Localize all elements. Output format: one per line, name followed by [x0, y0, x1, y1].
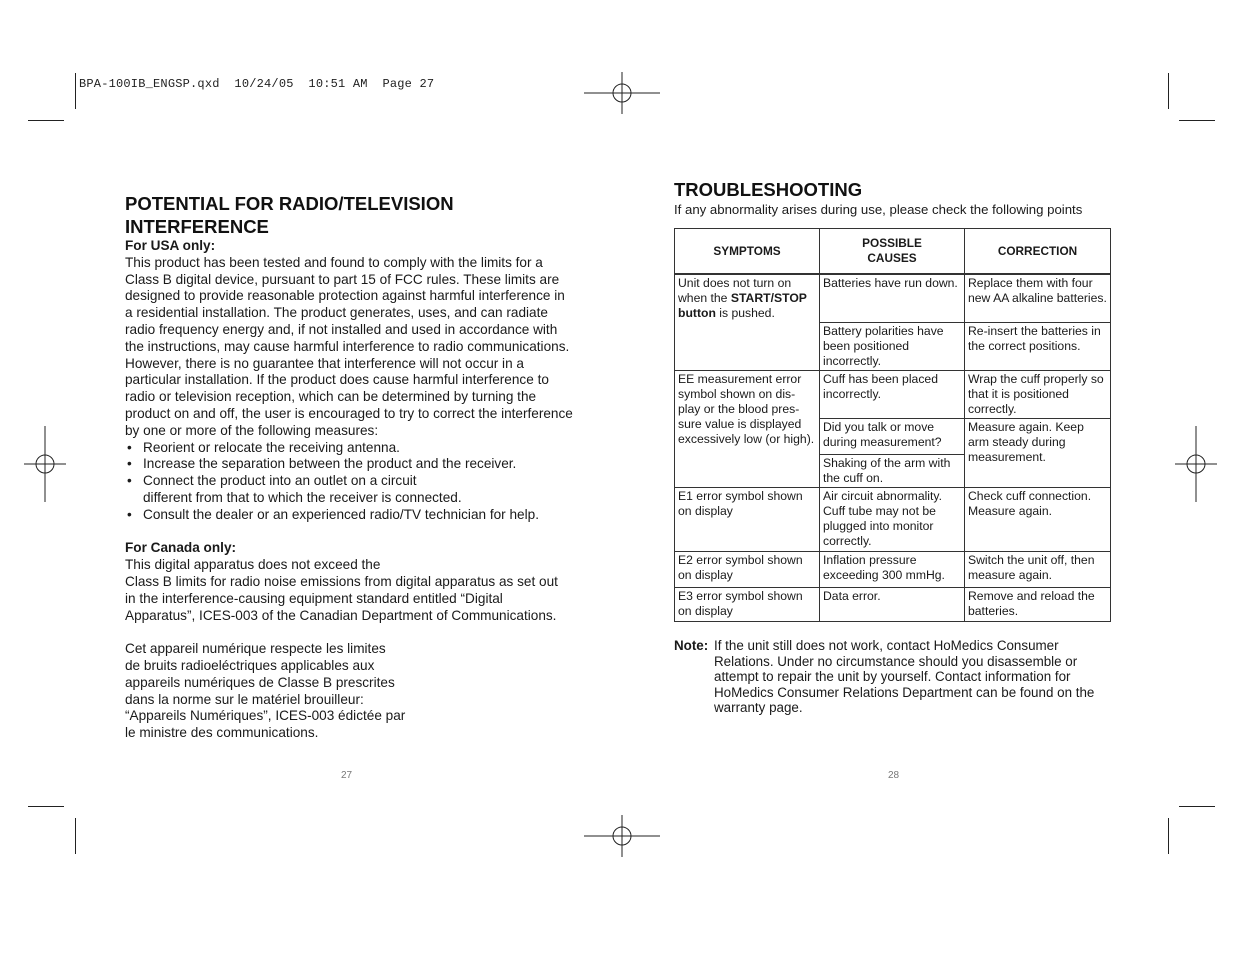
- usa-paragraph: This product has been tested and found to comply with the limits for a Class B digital device, pursuant to part 15 of FCC rules. These limits are designed to provide reasonable protection against harmful interference in a residential installation. The product generates, uses, and can radiate radio frequency energy and, if not installed and used in accordance with the instructions, may cause harmful interference to radio communications. However, there is no guarantee that interference will not occur in a particular installation. If the product does cause harmful interference to radio or television reception, which can be determined by turning the product on and off, the user is encouraged to try to correct the interference by one or more of the following measures:: [125, 254, 573, 438]
- crop-mark: [28, 806, 64, 807]
- registration-mark-icon: [24, 426, 66, 502]
- correction-cell: Remove and reload the batteries.: [965, 587, 1111, 621]
- correction-cell: Measure again. Keep arm steady during measurement.: [965, 418, 1111, 487]
- canada-line: This digital apparatus does not exceed the: [125, 557, 381, 573]
- cause-cell: Did you talk or move during measurement?: [820, 418, 965, 454]
- cause-cell: Battery polarities have been positioned incorrectly.: [820, 322, 965, 370]
- correction-cell: Re-insert the batteries in the correct positions.: [965, 322, 1111, 370]
- cause-cell: Cuff has been placed incorrectly.: [820, 370, 965, 418]
- crop-mark: [28, 120, 64, 121]
- symptom-cell: Unit does not turn on when the START/STOP button is pushed.: [675, 274, 820, 370]
- correction-cell: Check cuff connection. Measure again.: [965, 487, 1111, 551]
- table-row: [675, 370, 1111, 418]
- canada-subheading: For Canada only:: [125, 540, 237, 556]
- table-row: [675, 487, 1111, 551]
- list-item: • Increase the separation between the product and the receiver.: [127, 456, 517, 472]
- troubleshooting-table: [674, 228, 1111, 622]
- french-line: appareils numériques de Classe B prescrites: [125, 674, 395, 690]
- list-item: • Consult the dealer or an experienced radio/TV technician for help.: [127, 506, 539, 522]
- interference-heading: POTENTIAL FOR RADIO/TELEVISION INTERFERENCE: [125, 193, 454, 237]
- crop-mark: [75, 73, 76, 109]
- correction-cell: Replace them with four new AA alkaline batteries.: [965, 274, 1111, 322]
- crop-mark: [1179, 120, 1215, 121]
- symptom-cell: E2 error symbol shown on display: [675, 551, 820, 587]
- page-number: 28: [888, 770, 900, 781]
- cause-cell: Data error.: [820, 587, 965, 621]
- french-line: Cet appareil numérique respecte les limites: [125, 641, 386, 657]
- symptom-cell: E1 error symbol shown on display: [675, 487, 820, 551]
- cause-cell: Shaking of the arm with the cuff on.: [820, 454, 965, 487]
- note-label: Note:: [674, 638, 709, 653]
- print-slug: BPA-100IB_ENGSP.qxd 10/24/05 10:51 AM Page 27: [79, 77, 435, 91]
- list-item: • Reorient or relocate the receiving antenna.: [127, 439, 400, 455]
- table-header-row: [675, 229, 1111, 275]
- registration-mark-icon: [584, 72, 660, 114]
- troubleshooting-heading: TROUBLESHOOTING: [674, 179, 863, 200]
- cause-cell: Batteries have run down.: [820, 274, 965, 322]
- list-item: • Connect the product into an outlet on a circuit different from that to which the receiver is connected.: [127, 473, 462, 505]
- header-correction: CORRECTION: [965, 229, 1111, 275]
- registration-mark-icon: [1175, 426, 1217, 502]
- table-row: [675, 551, 1111, 587]
- crop-mark: [1168, 818, 1169, 854]
- usa-subheading: For USA only:: [125, 238, 216, 253]
- french-line: dans la norme sur le matériel brouilleur:: [125, 691, 364, 707]
- note-text: If the unit still does not work, contact HoMedics Consumer Relations. Under no circumstance should you disassemble or attempt to repair the unit by yourself. Contact information for HoMedics Consumer Relations Department can be found on the warranty page.: [714, 638, 1095, 716]
- table-row: [675, 587, 1111, 621]
- cause-cell: Air circuit abnormality. Cuff tube may not be plugged into monitor correctly.: [820, 487, 965, 551]
- measures-list: [125, 440, 575, 524]
- crop-mark: [1168, 73, 1169, 109]
- canada-paragraph: Class B limits for radio noise emissions from digital apparatus as set out in the interference-causing equipment standard entitled “Digital Apparatus”, ICES-003 of the Canadian Department of Communications.: [125, 573, 558, 623]
- symptom-cell: E3 error symbol shown on display: [675, 587, 820, 621]
- french-line: “Appareils Numériques”, ICES-003 édictée par: [125, 708, 406, 724]
- table-row: [675, 274, 1111, 322]
- page-number: 27: [341, 770, 353, 781]
- registration-mark-icon: [584, 815, 660, 857]
- symptom-cell: EE measurement error symbol shown on dis-play or the blood pres-sure value is displayed excessively low (or high).: [675, 370, 820, 487]
- cause-cell: Inflation pressure exceeding 300 mmHg.: [820, 551, 965, 587]
- troubleshooting-intro: If any abnormality arises during use, please check the following points: [674, 202, 1083, 217]
- correction-cell: Switch the unit off, then measure again.: [965, 551, 1111, 587]
- header-symptoms: SYMPTOMS: [675, 229, 820, 275]
- interference-body: [125, 238, 575, 742]
- note-block: [674, 638, 1114, 716]
- header-possible-causes: POSSIBLE CAUSES: [820, 229, 965, 275]
- french-line: le ministre des communications.: [125, 725, 319, 741]
- correction-cell: Wrap the cuff properly so that it is positioned correctly.: [965, 370, 1111, 418]
- crop-mark: [1179, 806, 1215, 807]
- crop-mark: [75, 818, 76, 854]
- french-line: de bruits radioeléctriques applicables aux: [125, 657, 375, 673]
